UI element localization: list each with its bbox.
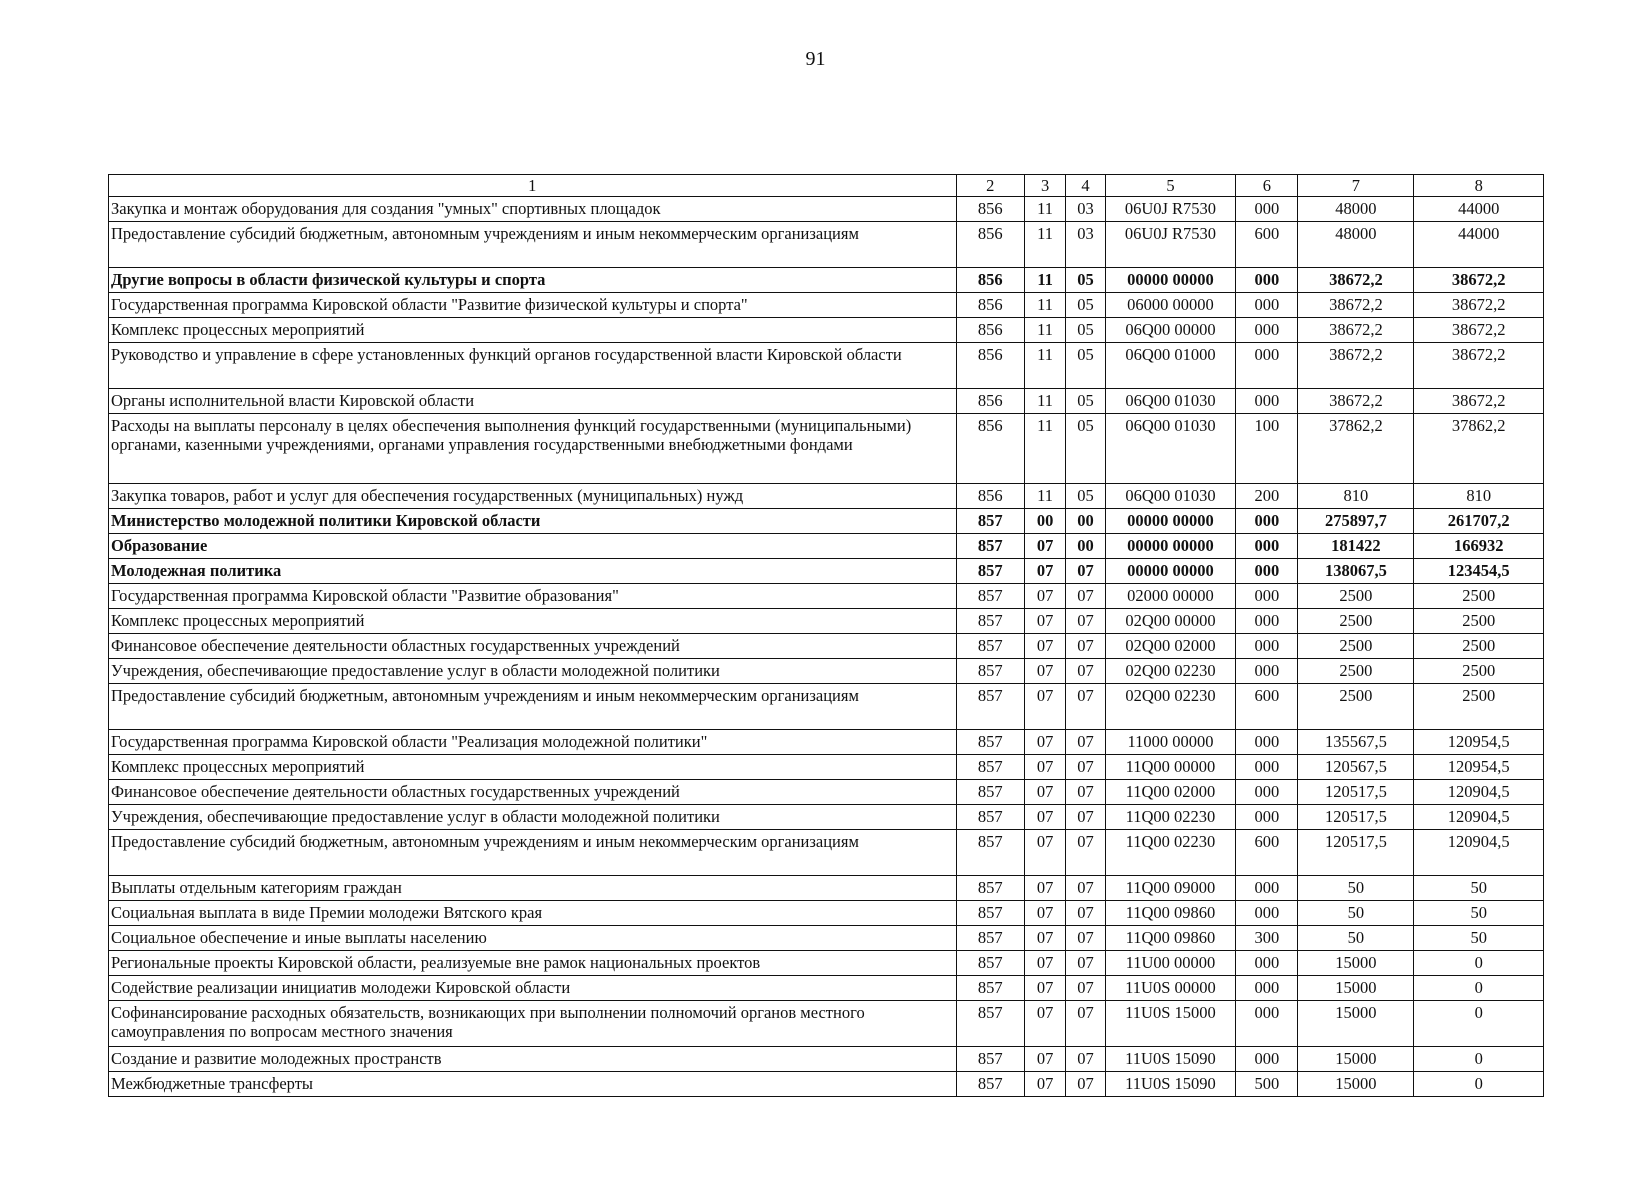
cell-section: 11 (1024, 268, 1065, 293)
cell-amount-year2: 38672,2 (1414, 268, 1544, 293)
cell-subsection: 07 (1066, 684, 1105, 730)
cell-amount-year1: 50 (1298, 876, 1414, 901)
cell-section: 07 (1024, 830, 1065, 876)
cell-subsection: 00 (1066, 534, 1105, 559)
cell-ministry-code: 857 (956, 684, 1024, 730)
cell-name: Молодежная политика (109, 559, 957, 584)
cell-amount-year2: 120904,5 (1414, 830, 1544, 876)
cell-subsection: 07 (1066, 730, 1105, 755)
header-col-1: 1 (109, 175, 957, 197)
cell-target-article: 02Q00 02230 (1105, 684, 1236, 730)
cell-amount-year2: 44000 (1414, 222, 1544, 268)
table-row (109, 584, 1544, 609)
cell-target-article: 06Q00 01000 (1105, 343, 1236, 389)
cell-name: Предоставление субсидий бюджетным, автономным учреждениям и иным некоммерческим организациям (109, 684, 957, 730)
table-row (109, 268, 1544, 293)
cell-ministry-code: 857 (956, 730, 1024, 755)
cell-amount-year2: 0 (1414, 1001, 1544, 1047)
cell-amount-year2: 0 (1414, 976, 1544, 1001)
table-row (109, 730, 1544, 755)
cell-name: Софинансирование расходных обязательств, возникающих при выполнении полномочий органов местного самоуправления по вопросам местного значения (109, 1001, 957, 1047)
cell-section: 07 (1024, 951, 1065, 976)
cell-subsection: 07 (1066, 634, 1105, 659)
cell-amount-year1: 810 (1298, 484, 1414, 509)
table-row (109, 634, 1544, 659)
cell-section: 07 (1024, 1072, 1065, 1097)
table-row (109, 609, 1544, 634)
cell-ministry-code: 857 (956, 559, 1024, 584)
cell-ministry-code: 857 (956, 830, 1024, 876)
cell-amount-year1: 120517,5 (1298, 830, 1414, 876)
cell-section: 11 (1024, 318, 1065, 343)
cell-section: 07 (1024, 976, 1065, 1001)
cell-amount-year2: 38672,2 (1414, 293, 1544, 318)
cell-amount-year2: 120954,5 (1414, 730, 1544, 755)
cell-expense-type: 000 (1236, 976, 1298, 1001)
cell-target-article: 06Q00 01030 (1105, 389, 1236, 414)
cell-amount-year1: 15000 (1298, 976, 1414, 1001)
table-row (109, 222, 1544, 268)
cell-expense-type: 000 (1236, 318, 1298, 343)
cell-expense-type: 000 (1236, 609, 1298, 634)
cell-name: Государственная программа Кировской области "Реализация молодежной политики" (109, 730, 957, 755)
cell-amount-year2: 2500 (1414, 609, 1544, 634)
cell-ministry-code: 857 (956, 780, 1024, 805)
cell-name: Финансовое обеспечение деятельности областных государственных учреждений (109, 634, 957, 659)
cell-amount-year2: 0 (1414, 1047, 1544, 1072)
cell-target-article: 06U0J R7530 (1105, 222, 1236, 268)
cell-ministry-code: 856 (956, 414, 1024, 484)
cell-expense-type: 000 (1236, 1001, 1298, 1047)
cell-section: 07 (1024, 755, 1065, 780)
cell-amount-year1: 48000 (1298, 197, 1414, 222)
cell-ministry-code: 856 (956, 293, 1024, 318)
cell-section: 07 (1024, 659, 1065, 684)
cell-name: Социальное обеспечение и иные выплаты населению (109, 926, 957, 951)
table-row (109, 830, 1544, 876)
cell-expense-type: 000 (1236, 634, 1298, 659)
cell-ministry-code: 857 (956, 926, 1024, 951)
cell-ministry-code: 857 (956, 755, 1024, 780)
cell-section: 11 (1024, 197, 1065, 222)
cell-expense-type: 000 (1236, 197, 1298, 222)
table-row (109, 755, 1544, 780)
cell-ministry-code: 857 (956, 901, 1024, 926)
cell-ministry-code: 857 (956, 1047, 1024, 1072)
cell-expense-type: 000 (1236, 951, 1298, 976)
cell-subsection: 03 (1066, 222, 1105, 268)
cell-name: Руководство и управление в сфере установленных функций органов государственной власти Кировской области (109, 343, 957, 389)
cell-amount-year1: 15000 (1298, 1047, 1414, 1072)
cell-subsection: 07 (1066, 559, 1105, 584)
cell-expense-type: 000 (1236, 584, 1298, 609)
cell-name: Социальная выплата в виде Премии молодежи Вятского края (109, 901, 957, 926)
cell-ministry-code: 857 (956, 509, 1024, 534)
cell-ministry-code: 856 (956, 318, 1024, 343)
cell-section: 07 (1024, 559, 1065, 584)
table-row (109, 780, 1544, 805)
cell-target-article: 11U0S 15090 (1105, 1072, 1236, 1097)
cell-amount-year2: 810 (1414, 484, 1544, 509)
table-row (109, 684, 1544, 730)
cell-section: 07 (1024, 780, 1065, 805)
cell-name: Государственная программа Кировской области "Развитие образования" (109, 584, 957, 609)
cell-amount-year1: 120567,5 (1298, 755, 1414, 780)
cell-ministry-code: 857 (956, 1072, 1024, 1097)
cell-target-article: 00000 00000 (1105, 534, 1236, 559)
cell-target-article: 02Q00 02230 (1105, 659, 1236, 684)
cell-amount-year1: 48000 (1298, 222, 1414, 268)
cell-amount-year1: 2500 (1298, 684, 1414, 730)
cell-amount-year1: 135567,5 (1298, 730, 1414, 755)
cell-amount-year1: 2500 (1298, 634, 1414, 659)
cell-amount-year2: 38672,2 (1414, 389, 1544, 414)
cell-ministry-code: 857 (956, 976, 1024, 1001)
cell-expense-type: 000 (1236, 268, 1298, 293)
cell-subsection: 05 (1066, 293, 1105, 318)
table-row (109, 534, 1544, 559)
cell-subsection: 05 (1066, 389, 1105, 414)
cell-section: 07 (1024, 730, 1065, 755)
cell-subsection: 07 (1066, 1072, 1105, 1097)
cell-amount-year1: 38672,2 (1298, 343, 1414, 389)
cell-ministry-code: 856 (956, 484, 1024, 509)
table-row (109, 293, 1544, 318)
cell-target-article: 00000 00000 (1105, 509, 1236, 534)
cell-section: 11 (1024, 389, 1065, 414)
cell-section: 07 (1024, 684, 1065, 730)
cell-amount-year1: 275897,7 (1298, 509, 1414, 534)
cell-amount-year1: 120517,5 (1298, 805, 1414, 830)
cell-subsection: 00 (1066, 509, 1105, 534)
cell-name: Министерство молодежной политики Кировской области (109, 509, 957, 534)
cell-target-article: 00000 00000 (1105, 559, 1236, 584)
cell-name: Предоставление субсидий бюджетным, автономным учреждениям и иным некоммерческим организациям (109, 830, 957, 876)
cell-subsection: 07 (1066, 1047, 1105, 1072)
cell-amount-year1: 2500 (1298, 659, 1414, 684)
table-row (109, 976, 1544, 1001)
cell-name: Комплекс процессных мероприятий (109, 755, 957, 780)
cell-amount-year1: 181422 (1298, 534, 1414, 559)
table-row (109, 343, 1544, 389)
cell-subsection: 07 (1066, 830, 1105, 876)
cell-target-article: 06Q00 00000 (1105, 318, 1236, 343)
cell-section: 11 (1024, 414, 1065, 484)
cell-expense-type: 000 (1236, 293, 1298, 318)
cell-name: Создание и развитие молодежных пространств (109, 1047, 957, 1072)
cell-amount-year1: 138067,5 (1298, 559, 1414, 584)
cell-expense-type: 300 (1236, 926, 1298, 951)
table-row (109, 1072, 1544, 1097)
cell-name: Расходы на выплаты персоналу в целях обеспечения выполнения функций государственными (муниципальными) органами, казенными учреждениями, органами управления государственными внебюджетными фондами (109, 414, 957, 484)
cell-amount-year1: 15000 (1298, 951, 1414, 976)
cell-amount-year2: 38672,2 (1414, 318, 1544, 343)
cell-target-article: 11Q00 00000 (1105, 755, 1236, 780)
cell-expense-type: 600 (1236, 684, 1298, 730)
cell-ministry-code: 857 (956, 584, 1024, 609)
cell-amount-year1: 38672,2 (1298, 318, 1414, 343)
cell-target-article: 02Q00 00000 (1105, 609, 1236, 634)
cell-ministry-code: 857 (956, 876, 1024, 901)
cell-name: Региональные проекты Кировской области, реализуемые вне рамок национальных проектов (109, 951, 957, 976)
cell-subsection: 07 (1066, 1001, 1105, 1047)
cell-target-article: 11U00 00000 (1105, 951, 1236, 976)
cell-expense-type: 000 (1236, 780, 1298, 805)
cell-subsection: 07 (1066, 659, 1105, 684)
cell-expense-type: 000 (1236, 805, 1298, 830)
cell-expense-type: 000 (1236, 534, 1298, 559)
cell-name: Закупка и монтаж оборудования для создания "умных" спортивных площадок (109, 197, 957, 222)
budget-table (108, 174, 1544, 1097)
cell-ministry-code: 856 (956, 343, 1024, 389)
cell-subsection: 05 (1066, 268, 1105, 293)
cell-ministry-code: 856 (956, 222, 1024, 268)
cell-name: Другие вопросы в области физической культуры и спорта (109, 268, 957, 293)
header-col-7: 7 (1298, 175, 1414, 197)
cell-name: Комплекс процессных мероприятий (109, 609, 957, 634)
cell-amount-year2: 120904,5 (1414, 805, 1544, 830)
cell-amount-year1: 15000 (1298, 1072, 1414, 1097)
cell-amount-year2: 120904,5 (1414, 780, 1544, 805)
table-row (109, 484, 1544, 509)
cell-amount-year2: 38672,2 (1414, 343, 1544, 389)
cell-ministry-code: 857 (956, 1001, 1024, 1047)
cell-subsection: 05 (1066, 414, 1105, 484)
cell-section: 11 (1024, 343, 1065, 389)
cell-target-article: 11U0S 15000 (1105, 1001, 1236, 1047)
table-row (109, 951, 1544, 976)
cell-subsection: 07 (1066, 951, 1105, 976)
cell-expense-type: 600 (1236, 830, 1298, 876)
cell-expense-type: 200 (1236, 484, 1298, 509)
table-body (109, 197, 1544, 1097)
cell-amount-year2: 123454,5 (1414, 559, 1544, 584)
cell-name: Закупка товаров, работ и услуг для обеспечения государственных (муниципальных) нужд (109, 484, 957, 509)
cell-subsection: 05 (1066, 484, 1105, 509)
cell-expense-type: 000 (1236, 509, 1298, 534)
cell-name: Межбюджетные трансферты (109, 1072, 957, 1097)
cell-subsection: 05 (1066, 318, 1105, 343)
cell-section: 07 (1024, 1001, 1065, 1047)
table-row (109, 414, 1544, 484)
cell-subsection: 07 (1066, 926, 1105, 951)
cell-name: Содействие реализации инициатив молодежи Кировской области (109, 976, 957, 1001)
cell-ministry-code: 857 (956, 609, 1024, 634)
table-row (109, 876, 1544, 901)
cell-section: 11 (1024, 222, 1065, 268)
cell-section: 07 (1024, 805, 1065, 830)
cell-ministry-code: 857 (956, 534, 1024, 559)
cell-section: 07 (1024, 584, 1065, 609)
cell-target-article: 11Q00 02000 (1105, 780, 1236, 805)
cell-section: 07 (1024, 901, 1065, 926)
cell-amount-year2: 120954,5 (1414, 755, 1544, 780)
cell-ministry-code: 857 (956, 659, 1024, 684)
cell-amount-year1: 38672,2 (1298, 268, 1414, 293)
cell-name: Государственная программа Кировской области "Развитие физической культуры и спорта" (109, 293, 957, 318)
cell-target-article: 11Q00 09860 (1105, 901, 1236, 926)
cell-name: Предоставление субсидий бюджетным, автономным учреждениям и иным некоммерческим организациям (109, 222, 957, 268)
table-row (109, 901, 1544, 926)
cell-amount-year1: 37862,2 (1298, 414, 1414, 484)
cell-name: Образование (109, 534, 957, 559)
header-col-3: 3 (1024, 175, 1065, 197)
cell-name: Финансовое обеспечение деятельности областных государственных учреждений (109, 780, 957, 805)
cell-ministry-code: 857 (956, 805, 1024, 830)
cell-expense-type: 000 (1236, 1047, 1298, 1072)
header-col-2: 2 (956, 175, 1024, 197)
cell-subsection: 03 (1066, 197, 1105, 222)
cell-target-article: 06Q00 01030 (1105, 414, 1236, 484)
cell-ministry-code: 857 (956, 634, 1024, 659)
cell-section: 07 (1024, 926, 1065, 951)
cell-subsection: 07 (1066, 584, 1105, 609)
cell-amount-year2: 50 (1414, 901, 1544, 926)
cell-target-article: 11U0S 00000 (1105, 976, 1236, 1001)
cell-ministry-code: 856 (956, 197, 1024, 222)
cell-target-article: 02000 00000 (1105, 584, 1236, 609)
cell-expense-type: 100 (1236, 414, 1298, 484)
cell-amount-year2: 0 (1414, 951, 1544, 976)
cell-subsection: 07 (1066, 805, 1105, 830)
cell-subsection: 07 (1066, 876, 1105, 901)
cell-subsection: 07 (1066, 780, 1105, 805)
table-row (109, 318, 1544, 343)
table-row (109, 389, 1544, 414)
cell-subsection: 07 (1066, 976, 1105, 1001)
cell-target-article: 11000 00000 (1105, 730, 1236, 755)
cell-ministry-code: 857 (956, 951, 1024, 976)
cell-target-article: 00000 00000 (1105, 268, 1236, 293)
cell-section: 07 (1024, 876, 1065, 901)
cell-amount-year1: 120517,5 (1298, 780, 1414, 805)
table-row (109, 1047, 1544, 1072)
cell-target-article: 11Q00 02230 (1105, 805, 1236, 830)
cell-amount-year1: 50 (1298, 901, 1414, 926)
header-col-5: 5 (1105, 175, 1236, 197)
cell-expense-type: 000 (1236, 559, 1298, 584)
cell-section: 11 (1024, 484, 1065, 509)
cell-amount-year1: 38672,2 (1298, 293, 1414, 318)
cell-target-article: 11U0S 15090 (1105, 1047, 1236, 1072)
table-row (109, 509, 1544, 534)
cell-expense-type: 600 (1236, 222, 1298, 268)
cell-ministry-code: 856 (956, 389, 1024, 414)
cell-expense-type: 000 (1236, 659, 1298, 684)
cell-amount-year2: 37862,2 (1414, 414, 1544, 484)
cell-amount-year2: 0 (1414, 1072, 1544, 1097)
cell-amount-year2: 2500 (1414, 584, 1544, 609)
cell-expense-type: 500 (1236, 1072, 1298, 1097)
cell-section: 07 (1024, 609, 1065, 634)
cell-section: 07 (1024, 534, 1065, 559)
cell-amount-year2: 50 (1414, 876, 1544, 901)
cell-amount-year1: 2500 (1298, 609, 1414, 634)
cell-amount-year1: 15000 (1298, 1001, 1414, 1047)
cell-expense-type: 000 (1236, 876, 1298, 901)
table-row (109, 926, 1544, 951)
cell-name: Комплекс процессных мероприятий (109, 318, 957, 343)
cell-amount-year2: 166932 (1414, 534, 1544, 559)
cell-subsection: 05 (1066, 343, 1105, 389)
cell-expense-type: 000 (1236, 389, 1298, 414)
cell-amount-year2: 261707,2 (1414, 509, 1544, 534)
cell-target-article: 11Q00 09000 (1105, 876, 1236, 901)
cell-expense-type: 000 (1236, 901, 1298, 926)
cell-amount-year2: 50 (1414, 926, 1544, 951)
cell-target-article: 06U0J R7530 (1105, 197, 1236, 222)
cell-subsection: 07 (1066, 901, 1105, 926)
cell-name: Органы исполнительной власти Кировской области (109, 389, 957, 414)
table-header (109, 175, 1544, 197)
cell-amount-year2: 2500 (1414, 684, 1544, 730)
cell-name: Выплаты отдельным категориям граждан (109, 876, 957, 901)
table-row (109, 197, 1544, 222)
cell-name: Учреждения, обеспечивающие предоставление услуг в области молодежной политики (109, 805, 957, 830)
cell-subsection: 07 (1066, 755, 1105, 780)
cell-expense-type: 000 (1236, 755, 1298, 780)
cell-section: 11 (1024, 293, 1065, 318)
cell-amount-year2: 44000 (1414, 197, 1544, 222)
cell-amount-year2: 2500 (1414, 659, 1544, 684)
cell-amount-year1: 50 (1298, 926, 1414, 951)
header-col-6: 6 (1236, 175, 1298, 197)
cell-target-article: 06Q00 01030 (1105, 484, 1236, 509)
cell-section: 07 (1024, 634, 1065, 659)
cell-target-article: 06000 00000 (1105, 293, 1236, 318)
cell-amount-year1: 38672,2 (1298, 389, 1414, 414)
cell-subsection: 07 (1066, 609, 1105, 634)
table-row (109, 559, 1544, 584)
table-row (109, 1001, 1544, 1047)
cell-expense-type: 000 (1236, 730, 1298, 755)
cell-amount-year2: 2500 (1414, 634, 1544, 659)
cell-target-article: 02Q00 02000 (1105, 634, 1236, 659)
cell-name: Учреждения, обеспечивающие предоставление услуг в области молодежной политики (109, 659, 957, 684)
table-row (109, 659, 1544, 684)
cell-target-article: 11Q00 02230 (1105, 830, 1236, 876)
header-row (109, 175, 1544, 197)
header-col-4: 4 (1066, 175, 1105, 197)
cell-section: 07 (1024, 1047, 1065, 1072)
header-col-8: 8 (1414, 175, 1544, 197)
cell-section: 00 (1024, 509, 1065, 534)
cell-target-article: 11Q00 09860 (1105, 926, 1236, 951)
page-number: 91 (805, 48, 826, 70)
cell-ministry-code: 856 (956, 268, 1024, 293)
table-row (109, 805, 1544, 830)
cell-expense-type: 000 (1236, 343, 1298, 389)
cell-amount-year1: 2500 (1298, 584, 1414, 609)
